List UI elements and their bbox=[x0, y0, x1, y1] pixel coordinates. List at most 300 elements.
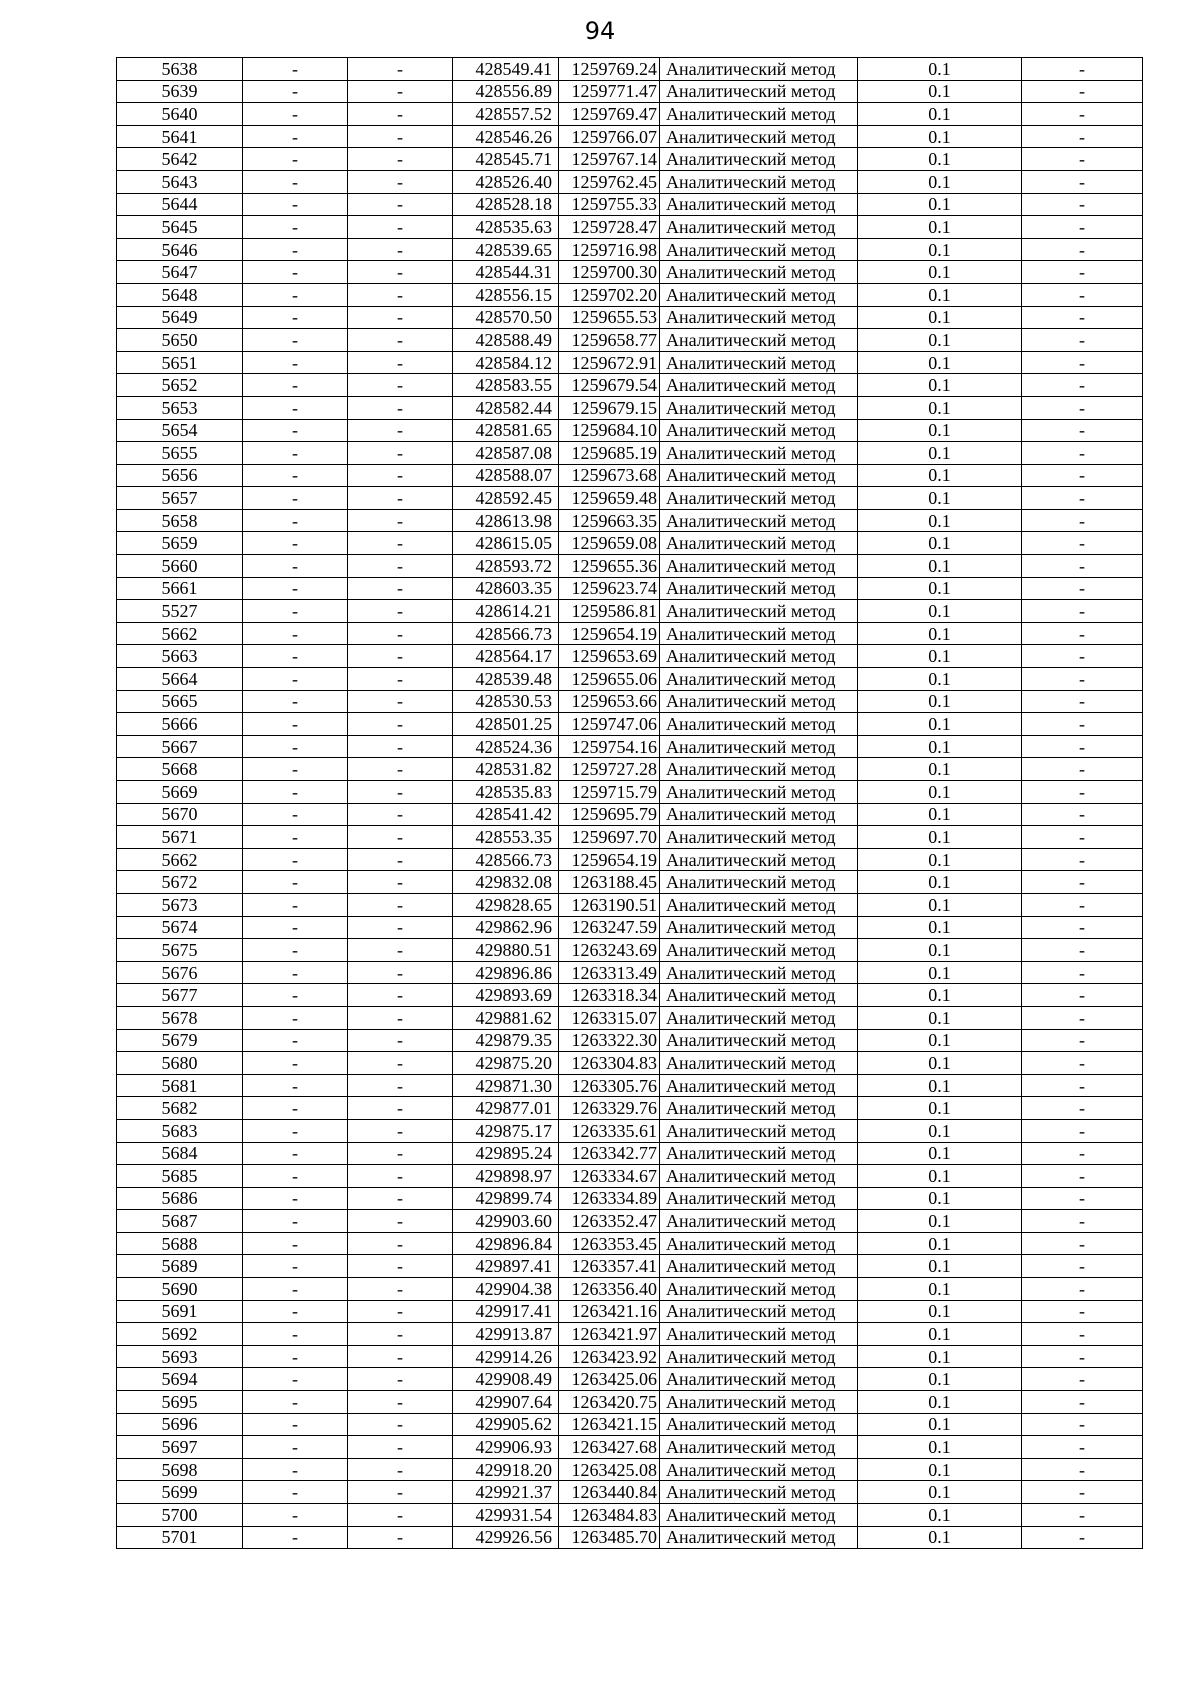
cell-x-coordinate: 429913.87 bbox=[453, 1323, 559, 1346]
cell-x-coordinate: 428593.72 bbox=[453, 555, 559, 578]
cell-point-number: 5655 bbox=[117, 442, 243, 465]
cell-method: Аналитический метод bbox=[660, 916, 858, 939]
cell-y-coordinate: 1259715.79 bbox=[559, 781, 660, 804]
cell-x-coordinate: 428566.73 bbox=[453, 622, 559, 645]
cell-column-3: - bbox=[348, 1074, 453, 1097]
cell-point-number: 5661 bbox=[117, 577, 243, 600]
cell-column-8: - bbox=[1022, 871, 1143, 894]
cell-accuracy: 0.1 bbox=[858, 1436, 1022, 1459]
cell-x-coordinate: 428613.98 bbox=[453, 509, 559, 532]
cell-column-8: - bbox=[1022, 984, 1143, 1007]
cell-x-coordinate: 428539.48 bbox=[453, 668, 559, 691]
cell-point-number: 5682 bbox=[117, 1097, 243, 1120]
cell-column-3: - bbox=[348, 306, 453, 329]
cell-column-8: - bbox=[1022, 600, 1143, 623]
cell-column-2: - bbox=[243, 1345, 348, 1368]
table-row bbox=[117, 1526, 1143, 1549]
cell-point-number: 5687 bbox=[117, 1210, 243, 1233]
cell-column-8: - bbox=[1022, 916, 1143, 939]
cell-y-coordinate: 1263425.06 bbox=[559, 1368, 660, 1391]
table-row bbox=[117, 690, 1143, 713]
cell-column-2: - bbox=[243, 645, 348, 668]
cell-column-2: - bbox=[243, 193, 348, 216]
cell-column-8: - bbox=[1022, 396, 1143, 419]
table-row bbox=[117, 464, 1143, 487]
cell-column-2: - bbox=[243, 1097, 348, 1120]
cell-point-number: 5695 bbox=[117, 1391, 243, 1414]
cell-point-number: 5684 bbox=[117, 1142, 243, 1165]
cell-y-coordinate: 1259695.79 bbox=[559, 803, 660, 826]
table-row bbox=[117, 1458, 1143, 1481]
cell-point-number: 5527 bbox=[117, 600, 243, 623]
cell-column-8: - bbox=[1022, 1142, 1143, 1165]
table-row bbox=[117, 713, 1143, 736]
cell-accuracy: 0.1 bbox=[858, 735, 1022, 758]
table-row bbox=[117, 329, 1143, 352]
cell-column-3: - bbox=[348, 803, 453, 826]
table-row bbox=[117, 1097, 1143, 1120]
cell-method: Аналитический метод bbox=[660, 532, 858, 555]
cell-column-2: - bbox=[243, 1187, 348, 1210]
cell-column-8: - bbox=[1022, 1413, 1143, 1436]
cell-y-coordinate: 1259697.70 bbox=[559, 826, 660, 849]
cell-column-2: - bbox=[243, 1300, 348, 1323]
cell-accuracy: 0.1 bbox=[858, 803, 1022, 826]
cell-accuracy: 0.1 bbox=[858, 283, 1022, 306]
cell-column-3: - bbox=[348, 1526, 453, 1549]
cell-column-3: - bbox=[348, 984, 453, 1007]
cell-column-2: - bbox=[243, 1413, 348, 1436]
cell-point-number: 5692 bbox=[117, 1323, 243, 1346]
cell-y-coordinate: 1263322.30 bbox=[559, 1029, 660, 1052]
table-row bbox=[117, 396, 1143, 419]
cell-point-number: 5700 bbox=[117, 1504, 243, 1527]
cell-column-2: - bbox=[243, 893, 348, 916]
cell-column-8: - bbox=[1022, 1300, 1143, 1323]
cell-x-coordinate: 428556.15 bbox=[453, 283, 559, 306]
table-row bbox=[117, 306, 1143, 329]
cell-column-2: - bbox=[243, 532, 348, 555]
cell-column-3: - bbox=[348, 1255, 453, 1278]
cell-y-coordinate: 1263425.08 bbox=[559, 1458, 660, 1481]
cell-column-2: - bbox=[243, 1074, 348, 1097]
cell-x-coordinate: 429893.69 bbox=[453, 984, 559, 1007]
cell-method: Аналитический метод bbox=[660, 487, 858, 510]
cell-column-8: - bbox=[1022, 1436, 1143, 1459]
cell-method: Аналитический метод bbox=[660, 1119, 858, 1142]
cell-y-coordinate: 1263305.76 bbox=[559, 1074, 660, 1097]
cell-y-coordinate: 1259658.77 bbox=[559, 329, 660, 352]
cell-point-number: 5676 bbox=[117, 961, 243, 984]
cell-x-coordinate: 428603.35 bbox=[453, 577, 559, 600]
cell-accuracy: 0.1 bbox=[858, 238, 1022, 261]
cell-column-3: - bbox=[348, 826, 453, 849]
table-row bbox=[117, 351, 1143, 374]
table-row bbox=[117, 668, 1143, 691]
cell-point-number: 5666 bbox=[117, 713, 243, 736]
cell-column-3: - bbox=[348, 1345, 453, 1368]
cell-accuracy: 0.1 bbox=[858, 442, 1022, 465]
cell-point-number: 5639 bbox=[117, 80, 243, 103]
cell-y-coordinate: 1259754.16 bbox=[559, 735, 660, 758]
cell-y-coordinate: 1263334.67 bbox=[559, 1165, 660, 1188]
cell-y-coordinate: 1263423.92 bbox=[559, 1345, 660, 1368]
cell-column-2: - bbox=[243, 487, 348, 510]
cell-column-8: - bbox=[1022, 803, 1143, 826]
cell-accuracy: 0.1 bbox=[858, 1323, 1022, 1346]
cell-x-coordinate: 428539.65 bbox=[453, 238, 559, 261]
cell-column-8: - bbox=[1022, 261, 1143, 284]
cell-column-8: - bbox=[1022, 464, 1143, 487]
cell-point-number: 5660 bbox=[117, 555, 243, 578]
cell-method: Аналитический метод bbox=[660, 1029, 858, 1052]
cell-column-2: - bbox=[243, 103, 348, 126]
cell-method: Аналитический метод bbox=[660, 600, 858, 623]
cell-column-2: - bbox=[243, 1278, 348, 1301]
cell-point-number: 5643 bbox=[117, 170, 243, 193]
cell-column-2: - bbox=[243, 803, 348, 826]
table-row bbox=[117, 848, 1143, 871]
cell-column-2: - bbox=[243, 1526, 348, 1549]
cell-column-3: - bbox=[348, 532, 453, 555]
cell-column-8: - bbox=[1022, 58, 1143, 81]
cell-column-3: - bbox=[348, 442, 453, 465]
cell-column-2: - bbox=[243, 351, 348, 374]
cell-method: Аналитический метод bbox=[660, 735, 858, 758]
cell-column-8: - bbox=[1022, 1526, 1143, 1549]
cell-column-2: - bbox=[243, 306, 348, 329]
cell-column-2: - bbox=[243, 1481, 348, 1504]
cell-column-3: - bbox=[348, 509, 453, 532]
cell-column-8: - bbox=[1022, 826, 1143, 849]
cell-accuracy: 0.1 bbox=[858, 826, 1022, 849]
cell-accuracy: 0.1 bbox=[858, 871, 1022, 894]
cell-point-number: 5691 bbox=[117, 1300, 243, 1323]
cell-y-coordinate: 1263421.16 bbox=[559, 1300, 660, 1323]
cell-x-coordinate: 429899.74 bbox=[453, 1187, 559, 1210]
cell-x-coordinate: 428524.36 bbox=[453, 735, 559, 758]
cell-column-8: - bbox=[1022, 668, 1143, 691]
cell-method: Аналитический метод bbox=[660, 1165, 858, 1188]
cell-column-3: - bbox=[348, 1165, 453, 1188]
cell-point-number: 5701 bbox=[117, 1526, 243, 1549]
cell-column-3: - bbox=[348, 1323, 453, 1346]
cell-method: Аналитический метод bbox=[660, 351, 858, 374]
cell-column-2: - bbox=[243, 509, 348, 532]
table-row bbox=[117, 622, 1143, 645]
cell-column-8: - bbox=[1022, 374, 1143, 397]
table-row bbox=[117, 58, 1143, 81]
cell-column-3: - bbox=[348, 1052, 453, 1075]
table-row bbox=[117, 781, 1143, 804]
cell-x-coordinate: 428531.82 bbox=[453, 758, 559, 781]
cell-point-number: 5667 bbox=[117, 735, 243, 758]
cell-column-8: - bbox=[1022, 1255, 1143, 1278]
cell-column-8: - bbox=[1022, 713, 1143, 736]
cell-column-3: - bbox=[348, 893, 453, 916]
cell-accuracy: 0.1 bbox=[858, 125, 1022, 148]
cell-accuracy: 0.1 bbox=[858, 713, 1022, 736]
cell-accuracy: 0.1 bbox=[858, 396, 1022, 419]
cell-column-3: - bbox=[348, 1413, 453, 1436]
table-row bbox=[117, 1436, 1143, 1459]
cell-column-3: - bbox=[348, 645, 453, 668]
cell-x-coordinate: 428546.26 bbox=[453, 125, 559, 148]
cell-accuracy: 0.1 bbox=[858, 893, 1022, 916]
table-row bbox=[117, 984, 1143, 1007]
cell-column-8: - bbox=[1022, 1323, 1143, 1346]
cell-column-8: - bbox=[1022, 1504, 1143, 1527]
cell-column-8: - bbox=[1022, 1391, 1143, 1414]
cell-accuracy: 0.1 bbox=[858, 58, 1022, 81]
cell-point-number: 5689 bbox=[117, 1255, 243, 1278]
cell-point-number: 5648 bbox=[117, 283, 243, 306]
cell-column-2: - bbox=[243, 442, 348, 465]
cell-column-3: - bbox=[348, 238, 453, 261]
cell-column-8: - bbox=[1022, 1006, 1143, 1029]
cell-method: Аналитический метод bbox=[660, 1300, 858, 1323]
cell-column-2: - bbox=[243, 577, 348, 600]
cell-y-coordinate: 1263440.84 bbox=[559, 1481, 660, 1504]
cell-method: Аналитический метод bbox=[660, 148, 858, 171]
cell-accuracy: 0.1 bbox=[858, 600, 1022, 623]
cell-column-3: - bbox=[348, 668, 453, 691]
cell-y-coordinate: 1263427.68 bbox=[559, 1436, 660, 1459]
table-body bbox=[117, 58, 1143, 1549]
cell-accuracy: 0.1 bbox=[858, 80, 1022, 103]
cell-column-3: - bbox=[348, 148, 453, 171]
cell-method: Аналитический метод bbox=[660, 961, 858, 984]
cell-y-coordinate: 1259702.20 bbox=[559, 283, 660, 306]
cell-point-number: 5657 bbox=[117, 487, 243, 510]
cell-column-2: - bbox=[243, 1165, 348, 1188]
cell-accuracy: 0.1 bbox=[858, 916, 1022, 939]
cell-y-coordinate: 1259659.48 bbox=[559, 487, 660, 510]
table-row bbox=[117, 1413, 1143, 1436]
cell-point-number: 5683 bbox=[117, 1119, 243, 1142]
cell-point-number: 5680 bbox=[117, 1052, 243, 1075]
cell-accuracy: 0.1 bbox=[858, 781, 1022, 804]
cell-method: Аналитический метод bbox=[660, 103, 858, 126]
cell-column-8: - bbox=[1022, 1165, 1143, 1188]
cell-x-coordinate: 429880.51 bbox=[453, 939, 559, 962]
cell-column-8: - bbox=[1022, 781, 1143, 804]
cell-column-2: - bbox=[243, 1436, 348, 1459]
cell-column-2: - bbox=[243, 261, 348, 284]
cell-point-number: 5675 bbox=[117, 939, 243, 962]
cell-accuracy: 0.1 bbox=[858, 984, 1022, 1007]
cell-point-number: 5650 bbox=[117, 329, 243, 352]
cell-column-3: - bbox=[348, 916, 453, 939]
cell-method: Аналитический метод bbox=[660, 374, 858, 397]
table-row bbox=[117, 216, 1143, 239]
cell-point-number: 5640 bbox=[117, 103, 243, 126]
cell-method: Аналитический метод bbox=[660, 1097, 858, 1120]
cell-method: Аналитический метод bbox=[660, 555, 858, 578]
cell-column-3: - bbox=[348, 555, 453, 578]
cell-column-8: - bbox=[1022, 1187, 1143, 1210]
cell-column-8: - bbox=[1022, 577, 1143, 600]
cell-method: Аналитический метод bbox=[660, 329, 858, 352]
cell-x-coordinate: 428588.49 bbox=[453, 329, 559, 352]
cell-column-2: - bbox=[243, 58, 348, 81]
cell-method: Аналитический метод bbox=[660, 283, 858, 306]
table-row bbox=[117, 1052, 1143, 1075]
cell-x-coordinate: 429926.56 bbox=[453, 1526, 559, 1549]
cell-method: Аналитический метод bbox=[660, 464, 858, 487]
table-row bbox=[117, 1345, 1143, 1368]
table-row bbox=[117, 871, 1143, 894]
cell-x-coordinate: 428549.41 bbox=[453, 58, 559, 81]
cell-column-3: - bbox=[348, 1368, 453, 1391]
cell-accuracy: 0.1 bbox=[858, 193, 1022, 216]
cell-y-coordinate: 1263353.45 bbox=[559, 1232, 660, 1255]
cell-column-3: - bbox=[348, 600, 453, 623]
cell-column-8: - bbox=[1022, 848, 1143, 871]
cell-method: Аналитический метод bbox=[660, 442, 858, 465]
cell-y-coordinate: 1259700.30 bbox=[559, 261, 660, 284]
page-number: 94 bbox=[584, 17, 616, 45]
cell-y-coordinate: 1263247.59 bbox=[559, 916, 660, 939]
table-row bbox=[117, 1119, 1143, 1142]
cell-column-2: - bbox=[243, 848, 348, 871]
cell-column-8: - bbox=[1022, 735, 1143, 758]
cell-method: Аналитический метод bbox=[660, 1255, 858, 1278]
cell-point-number: 5698 bbox=[117, 1458, 243, 1481]
cell-method: Аналитический метод bbox=[660, 1210, 858, 1233]
cell-x-coordinate: 429904.38 bbox=[453, 1278, 559, 1301]
cell-y-coordinate: 1263484.83 bbox=[559, 1504, 660, 1527]
cell-point-number: 5662 bbox=[117, 848, 243, 871]
table-row bbox=[117, 1255, 1143, 1278]
cell-accuracy: 0.1 bbox=[858, 1345, 1022, 1368]
cell-column-3: - bbox=[348, 577, 453, 600]
cell-column-8: - bbox=[1022, 1278, 1143, 1301]
cell-point-number: 5642 bbox=[117, 148, 243, 171]
cell-column-2: - bbox=[243, 329, 348, 352]
cell-method: Аналитический метод bbox=[660, 306, 858, 329]
cell-method: Аналитический метод bbox=[660, 871, 858, 894]
table-row bbox=[117, 1481, 1143, 1504]
cell-x-coordinate: 428615.05 bbox=[453, 532, 559, 555]
cell-accuracy: 0.1 bbox=[858, 148, 1022, 171]
table-row bbox=[117, 1142, 1143, 1165]
cell-point-number: 5652 bbox=[117, 374, 243, 397]
cell-point-number: 5662 bbox=[117, 622, 243, 645]
cell-method: Аналитический метод bbox=[660, 781, 858, 804]
cell-accuracy: 0.1 bbox=[858, 1119, 1022, 1142]
cell-method: Аналитический метод bbox=[660, 1187, 858, 1210]
cell-column-3: - bbox=[348, 261, 453, 284]
cell-method: Аналитический метод bbox=[660, 509, 858, 532]
cell-column-3: - bbox=[348, 329, 453, 352]
cell-y-coordinate: 1263304.83 bbox=[559, 1052, 660, 1075]
cell-column-8: - bbox=[1022, 283, 1143, 306]
cell-x-coordinate: 428541.42 bbox=[453, 803, 559, 826]
cell-method: Аналитический метод bbox=[660, 419, 858, 442]
cell-method: Аналитический метод bbox=[660, 1006, 858, 1029]
cell-column-2: - bbox=[243, 1232, 348, 1255]
cell-accuracy: 0.1 bbox=[858, 1368, 1022, 1391]
cell-point-number: 5649 bbox=[117, 306, 243, 329]
cell-column-3: - bbox=[348, 170, 453, 193]
cell-x-coordinate: 428556.89 bbox=[453, 80, 559, 103]
cell-method: Аналитический метод bbox=[660, 939, 858, 962]
cell-column-8: - bbox=[1022, 1210, 1143, 1233]
cell-point-number: 5671 bbox=[117, 826, 243, 849]
cell-method: Аналитический метод bbox=[660, 80, 858, 103]
cell-x-coordinate: 429905.62 bbox=[453, 1413, 559, 1436]
cell-column-2: - bbox=[243, 1458, 348, 1481]
cell-y-coordinate: 1259766.07 bbox=[559, 125, 660, 148]
cell-column-3: - bbox=[348, 216, 453, 239]
cell-point-number: 5647 bbox=[117, 261, 243, 284]
cell-point-number: 5646 bbox=[117, 238, 243, 261]
cell-x-coordinate: 428583.55 bbox=[453, 374, 559, 397]
cell-x-coordinate: 428587.08 bbox=[453, 442, 559, 465]
cell-x-coordinate: 428501.25 bbox=[453, 713, 559, 736]
cell-accuracy: 0.1 bbox=[858, 690, 1022, 713]
cell-accuracy: 0.1 bbox=[858, 1097, 1022, 1120]
cell-point-number: 5678 bbox=[117, 1006, 243, 1029]
cell-column-3: - bbox=[348, 1029, 453, 1052]
cell-method: Аналитический метод bbox=[660, 193, 858, 216]
cell-y-coordinate: 1263315.07 bbox=[559, 1006, 660, 1029]
cell-point-number: 5665 bbox=[117, 690, 243, 713]
cell-x-coordinate: 429908.49 bbox=[453, 1368, 559, 1391]
cell-column-2: - bbox=[243, 374, 348, 397]
cell-y-coordinate: 1259653.66 bbox=[559, 690, 660, 713]
cell-accuracy: 0.1 bbox=[858, 1481, 1022, 1504]
cell-y-coordinate: 1263318.34 bbox=[559, 984, 660, 1007]
cell-y-coordinate: 1259623.74 bbox=[559, 577, 660, 600]
cell-column-3: - bbox=[348, 758, 453, 781]
cell-column-2: - bbox=[243, 1368, 348, 1391]
table-row bbox=[117, 1391, 1143, 1414]
cell-x-coordinate: 429917.41 bbox=[453, 1300, 559, 1323]
cell-point-number: 5659 bbox=[117, 532, 243, 555]
cell-y-coordinate: 1263420.75 bbox=[559, 1391, 660, 1414]
table-row bbox=[117, 1187, 1143, 1210]
cell-point-number: 5672 bbox=[117, 871, 243, 894]
cell-column-8: - bbox=[1022, 532, 1143, 555]
cell-accuracy: 0.1 bbox=[858, 487, 1022, 510]
cell-y-coordinate: 1259727.28 bbox=[559, 758, 660, 781]
cell-column-2: - bbox=[243, 1052, 348, 1075]
cell-y-coordinate: 1259673.68 bbox=[559, 464, 660, 487]
cell-y-coordinate: 1259685.19 bbox=[559, 442, 660, 465]
cell-x-coordinate: 429906.93 bbox=[453, 1436, 559, 1459]
cell-x-coordinate: 429895.24 bbox=[453, 1142, 559, 1165]
cell-y-coordinate: 1259767.14 bbox=[559, 148, 660, 171]
cell-method: Аналитический метод bbox=[660, 1074, 858, 1097]
cell-y-coordinate: 1263357.41 bbox=[559, 1255, 660, 1278]
cell-x-coordinate: 428581.65 bbox=[453, 419, 559, 442]
cell-point-number: 5694 bbox=[117, 1368, 243, 1391]
cell-x-coordinate: 428557.52 bbox=[453, 103, 559, 126]
cell-column-3: - bbox=[348, 80, 453, 103]
table-row bbox=[117, 532, 1143, 555]
cell-accuracy: 0.1 bbox=[858, 555, 1022, 578]
cell-column-2: - bbox=[243, 148, 348, 171]
cell-column-8: - bbox=[1022, 351, 1143, 374]
cell-column-8: - bbox=[1022, 193, 1143, 216]
cell-column-8: - bbox=[1022, 329, 1143, 352]
cell-method: Аналитический метод bbox=[660, 216, 858, 239]
table-row bbox=[117, 80, 1143, 103]
cell-column-3: - bbox=[348, 1142, 453, 1165]
cell-accuracy: 0.1 bbox=[858, 374, 1022, 397]
